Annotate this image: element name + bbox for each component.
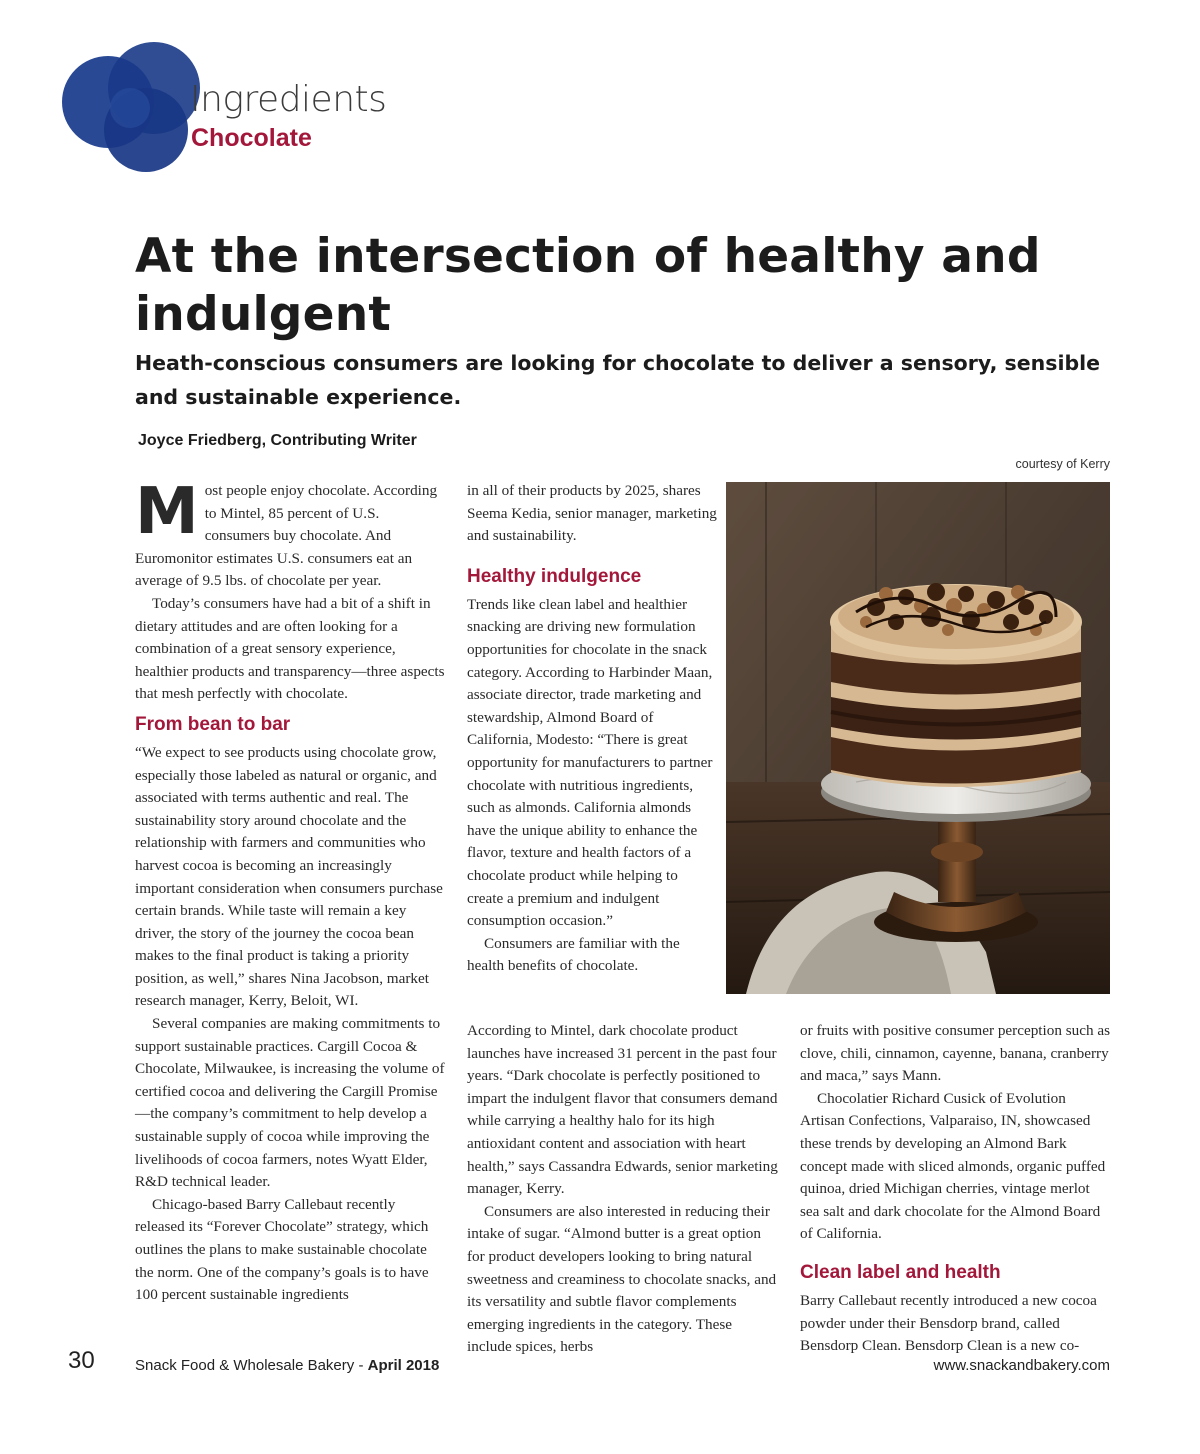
paragraph: ost people enjoy chocolate. According to Mintel, 85 percent of U.S. consumers buy chocolate. And Euromonitor estimates U.S. consumers eat an average of 9.5 lbs. of chocolate per year. <box>135 482 438 590</box>
section-sublabel: Chocolate <box>191 124 312 152</box>
byline: Joyce Friedberg, Contributing Writer <box>138 432 417 449</box>
paragraph: “We expect to see products using chocolate grow, especially those labeled as natural or organic, and associated with terms authentic and real. The sustainability story around chocolate and the relationship with farmers and communities who harvest cocoa is becoming an increasingly important consideration when consumers purchase certain brands. While taste will remain a key driver, the story of the journey the cocoa bean makes to the final product is taking a priority position, as well,” shares Nina Jacobson, market research manager, Kerry, Beloit, WI. <box>135 743 443 1010</box>
subhead-from-bean-to-bar: From bean to bar <box>135 713 291 735</box>
deck: Heath-conscious consumers are looking for chocolate to deliver a sensory, sensible and sustainable experience. <box>135 351 1101 409</box>
cake-photo <box>726 482 1110 994</box>
paragraph: Today’s consumers have had a bit of a shift in dietary attitudes and are often looking for a combination of a great sensory experience, healthier products and transparency—three aspects that mesh perfectly with chocolate. <box>135 594 445 703</box>
section-label: Ingredients <box>190 79 387 120</box>
subhead-healthy-indulgence: Healthy indulgence <box>467 565 642 587</box>
page-number: 30 <box>68 1347 95 1374</box>
paragraph: According to Mintel, dark chocolate product launches have increased 31 percent in the past four years. “Dark chocolate is perfectly positioned to impart the indulgent flavor that consumers demand while carrying a healthy halo for its high antioxidant content and association with heart health,” says Cassandra Edwards, senior marketing manager, Kerry. <box>467 1022 778 1198</box>
publication-line <box>135 1357 439 1374</box>
subhead-clean-label-and-health: Clean label and health <box>800 1261 1001 1283</box>
paragraph: or fruits with positive consumer perception such as clove, chili, cinnamon, cayenne, banana, cranberry and maca,” says Mann. <box>800 1022 1111 1085</box>
article-column-2-upper <box>467 480 717 978</box>
website-url: www.snackandbakery.com <box>933 1357 1110 1374</box>
article-column-2-lower <box>467 1020 779 1359</box>
issue-date: April 2018 <box>367 1357 440 1374</box>
paragraph: Trends like clean label and healthier snacking are driving new formulation opportunities for chocolate in the snack category. According to Harbinder Maan, associate director, trade marketing and stewardship, Almond Board of California, Modesto: “There is great opportunity for manufacturers to partner chocolate with nutritious ingredients, such as almonds. California almonds have the unique ability to enhance the flavor, texture and health factors of a chocolate product while helping to create a premium and indulgent consumption occasion.” <box>467 595 713 930</box>
dropcap: M <box>135 475 199 549</box>
article-column-3 <box>800 1020 1112 1358</box>
article-column-1 <box>135 475 447 1307</box>
paragraph: in all of their products by 2025, shares Seema Kedia, senior manager, marketing and sustainability. <box>467 482 717 545</box>
paragraph: Consumers are also interested in reducing their intake of sugar. “Almond butter is a great option for product developers looking to bring natural sweetness and creaminess to chocolate snacks, and its versatility and subtle flavor complements emerging ingredients in the category. These include spices, herbs <box>467 1202 777 1356</box>
publication-name: Snack Food & Wholesale Bakery - <box>135 1357 364 1374</box>
paragraph: Barry Callebaut recently introduced a new cocoa powder under their Bensdorp brand, called Bensdorp Clean. Bensdorp Clean is a new co- <box>800 1291 1097 1355</box>
section-logo-icon <box>60 40 200 175</box>
paragraph: Consumers are familiar with the health benefits of chocolate. <box>467 934 680 975</box>
headline: At the intersection of healthy and indulgent <box>135 229 1041 342</box>
paragraph: Chicago-based Barry Callebaut recently released its “Forever Chocolate” strategy, which outlines the plans to make sustainable chocolate the norm. One of the company’s goals is to have 100 percent sustainable ingredients <box>135 1195 429 1304</box>
photo-credit: courtesy of Kerry <box>1015 457 1110 471</box>
paragraph: Several companies are making commitments to support sustainable practices. Cargill Cocoa & Chocolate, Milwaukee, is increasing the volume of certified cocoa and delivering the Cargill Promise—the company’s commitment to help develop a sustainable supply of cocoa while improving the livelihoods of cocoa farmers, notes Wyatt Elder, R&D technical leader. <box>135 1015 445 1191</box>
paragraph: Chocolatier Richard Cusick of Evolution Artisan Confections, Valparaiso, IN, showcased these trends by developing an Almond Bark concept made with sliced almonds, organic puffed quinoa, dried Michigan cherries, vintage merlot sea salt and dark chocolate for the Almond Board of California. <box>800 1089 1106 1243</box>
